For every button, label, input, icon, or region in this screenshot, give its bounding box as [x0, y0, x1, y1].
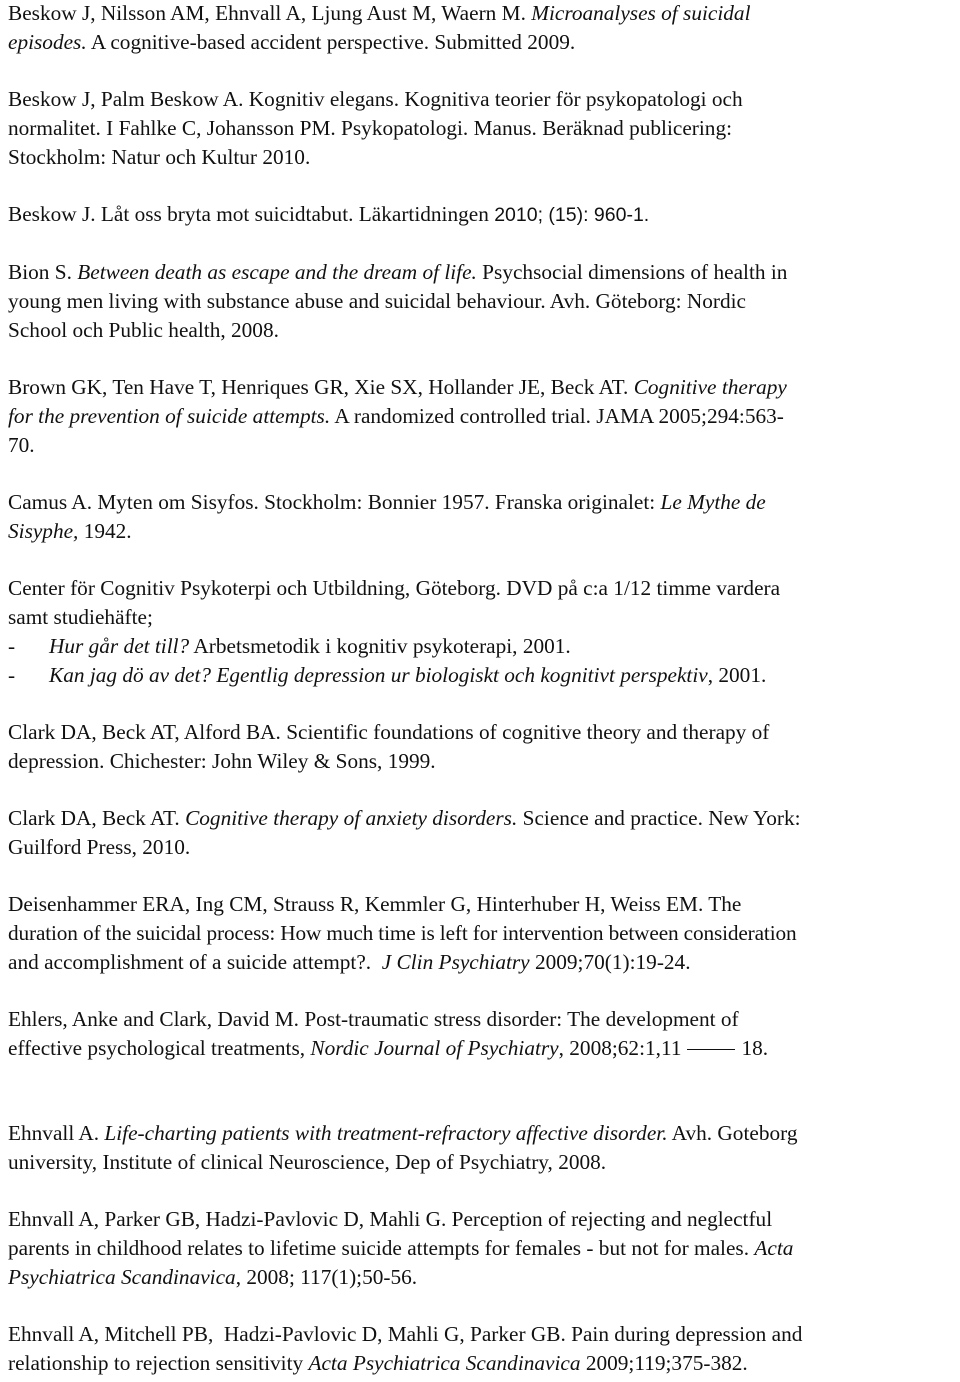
list-item: [8, 661, 954, 690]
reference-line: [8, 804, 954, 833]
reference-text: 2009;70(1):19-24.: [529, 950, 691, 974]
reference-text: Beskow J. Låt oss bryta mot suicidtabut. Läkartidningen: [8, 202, 495, 226]
reference-line: depression. Chichester: John Wiley & Sons, 1999.: [8, 749, 436, 773]
reference-line: [8, 200, 954, 230]
reference-title: Between death as escape and the dream of life.: [77, 260, 477, 284]
reference-title: Microanalyses of suicidal: [531, 1, 751, 25]
reference-entry: [8, 0, 954, 57]
reference-line: Guilford Press, 2010.: [8, 835, 191, 859]
reference-line: [8, 258, 954, 287]
reference-list: [8, 0, 954, 1378]
reference-journal: Psychiatrica Scandinavica: [8, 1265, 236, 1289]
list-dash: -: [8, 634, 16, 658]
reference-entry: [8, 804, 954, 862]
reference-journal: Acta: [754, 1236, 794, 1260]
reference-title: Cognitive therapy of anxiety disorders.: [185, 806, 518, 830]
reference-line: Ehlers, Anke and Clark, David M. Post-traumatic stress disorder: The development of: [8, 1007, 739, 1031]
reference-entry: [8, 488, 954, 546]
reference-journal: J Clin Psychiatry: [381, 950, 530, 974]
reference-line: Stockholm: Natur och Kultur 2010.: [8, 145, 311, 169]
reference-entry: [8, 373, 954, 460]
reference-line: university, Institute of clinical Neuroscience, Dep of Psychiatry, 2008.: [8, 1150, 607, 1174]
reference-text: Ehnvall A.: [8, 1121, 105, 1145]
reference-text: , 2008; 117(1);50-56.: [235, 1265, 418, 1289]
reference-line: [8, 0, 954, 28]
reference-entry: [8, 1320, 954, 1378]
reference-text: effective psychological treatments,: [8, 1036, 311, 1060]
reference-line: [8, 1119, 954, 1148]
reference-text: 1942.: [78, 519, 132, 543]
list-dash: -: [8, 663, 16, 687]
reference-line: [8, 28, 954, 57]
reference-text: A cognitive-based accident perspective. Submitted 2009.: [86, 30, 576, 54]
reference-text: Brown GK, Ten Have T, Henriques GR, Xie SX, Hollander JE, Beck AT.: [8, 375, 634, 399]
reference-title: episodes.: [8, 30, 87, 54]
reference-line: [8, 1234, 954, 1263]
reference-line: Ehnvall A, Mitchell PB, Hadzi-Pavlovic D, Mahli G, Parker GB. Pain during depression and: [8, 1322, 803, 1346]
reference-text: Beskow J, Nilsson AM, Ehnvall A, Ljung Aust M, Waern M.: [8, 1, 532, 25]
reference-text: 2009;119;375-382.: [580, 1351, 748, 1375]
reference-citation: 2010; (15): 960-1.: [494, 204, 650, 226]
reference-line: Clark DA, Beck AT, Alford BA. Scientific foundations of cognitive theory and therapy of: [8, 720, 770, 744]
reference-line: Ehnvall A, Parker GB, Hadzi-Pavlovic D, Mahli G. Perception of rejecting and neglectful: [8, 1207, 773, 1231]
reference-line: 70.: [8, 433, 35, 457]
reference-line: samt studiehäfte;: [8, 605, 153, 629]
reference-text: 18.: [741, 1036, 769, 1060]
reference-line: [8, 1263, 954, 1292]
reference-line: [8, 1034, 954, 1063]
reference-entry: [8, 574, 954, 690]
reference-text: Avh. Goteborg: [667, 1121, 798, 1145]
reference-entry: [8, 258, 954, 345]
reference-text: Arbetsmetodik i kognitiv psykoterapi, 2001.: [189, 634, 571, 658]
reference-line: Deisenhammer ERA, Ing CM, Strauss R, Kemmler G, Hinterhuber H, Weiss EM. The: [8, 892, 742, 916]
reference-title: Life-charting patients with treatment-refractory affective disorder.: [104, 1121, 668, 1145]
reference-text: Clark DA, Beck AT.: [8, 806, 186, 830]
long-dash: [687, 1049, 735, 1050]
reference-entry: [8, 1119, 954, 1177]
reference-line: Center för Cognitiv Psykoterpi och Utbildning, Göteborg. DVD på c:a 1/12 timme vardera: [8, 576, 781, 600]
reference-line: [8, 488, 954, 517]
reference-text: Science and practice. New York:: [517, 806, 801, 830]
reference-entry: [8, 200, 954, 230]
reference-text: Camus A. Myten om Sisyfos. Stockholm: Bonnier 1957. Franska originalet:: [8, 490, 661, 514]
reference-text: Bion S.: [8, 260, 78, 284]
reference-title: Kan jag dö av det? Egentlig depression ur biologiskt och kognitivt perspektiv: [49, 663, 708, 687]
reference-line: [8, 373, 954, 402]
reference-title: Cognitive therapy: [633, 375, 787, 399]
reference-line: normalitet. I Fahlke C, Johansson PM. Psykopatologi. Manus. Beräknad publicering:: [8, 116, 733, 140]
reference-line: [8, 948, 954, 977]
reference-text: parents in childhood relates to lifetime suicide attempts for females - but not for males.: [8, 1236, 755, 1260]
reference-text: , 2001.: [707, 663, 767, 687]
reference-entry: [8, 718, 954, 776]
reference-title: Sisyphe,: [8, 519, 79, 543]
reference-text: , 2008;62:1,11: [558, 1036, 682, 1060]
reference-text: Psychsocial dimensions of health in: [476, 260, 788, 284]
reference-text: and accomplishment of a suicide attempt?.: [8, 950, 382, 974]
list-item: [8, 632, 954, 661]
reference-entry: [8, 890, 954, 977]
reference-line: Beskow J, Palm Beskow A. Kognitiv elegans. Kognitiva teorier för psykopatologi och: [8, 87, 743, 111]
reference-line: young men living with substance abuse and suicidal behaviour. Avh. Göteborg: Nordic: [8, 289, 746, 313]
reference-title: for the prevention of suicide attempts.: [8, 404, 331, 428]
reference-entry: [8, 1205, 954, 1292]
reference-journal: Acta Psychiatrica Scandinavica: [308, 1351, 581, 1375]
reference-line: duration of the suicidal process: How much time is left for intervention between consideration: [8, 921, 797, 945]
reference-title: Le Mythe de: [660, 490, 766, 514]
reference-text: relationship to rejection sensitivity: [8, 1351, 309, 1375]
reference-line: [8, 402, 954, 431]
reference-line: School och Public health, 2008.: [8, 318, 279, 342]
reference-entry: [8, 1005, 954, 1063]
reference-text: A randomized controlled trial. JAMA 2005;294:563-: [330, 404, 784, 428]
reference-line: [8, 1349, 954, 1378]
reference-journal: Nordic Journal of Psychiatry: [310, 1036, 559, 1060]
reference-line: [8, 517, 954, 546]
reference-title: Hur går det till?: [49, 634, 190, 658]
reference-entry: [8, 85, 954, 172]
